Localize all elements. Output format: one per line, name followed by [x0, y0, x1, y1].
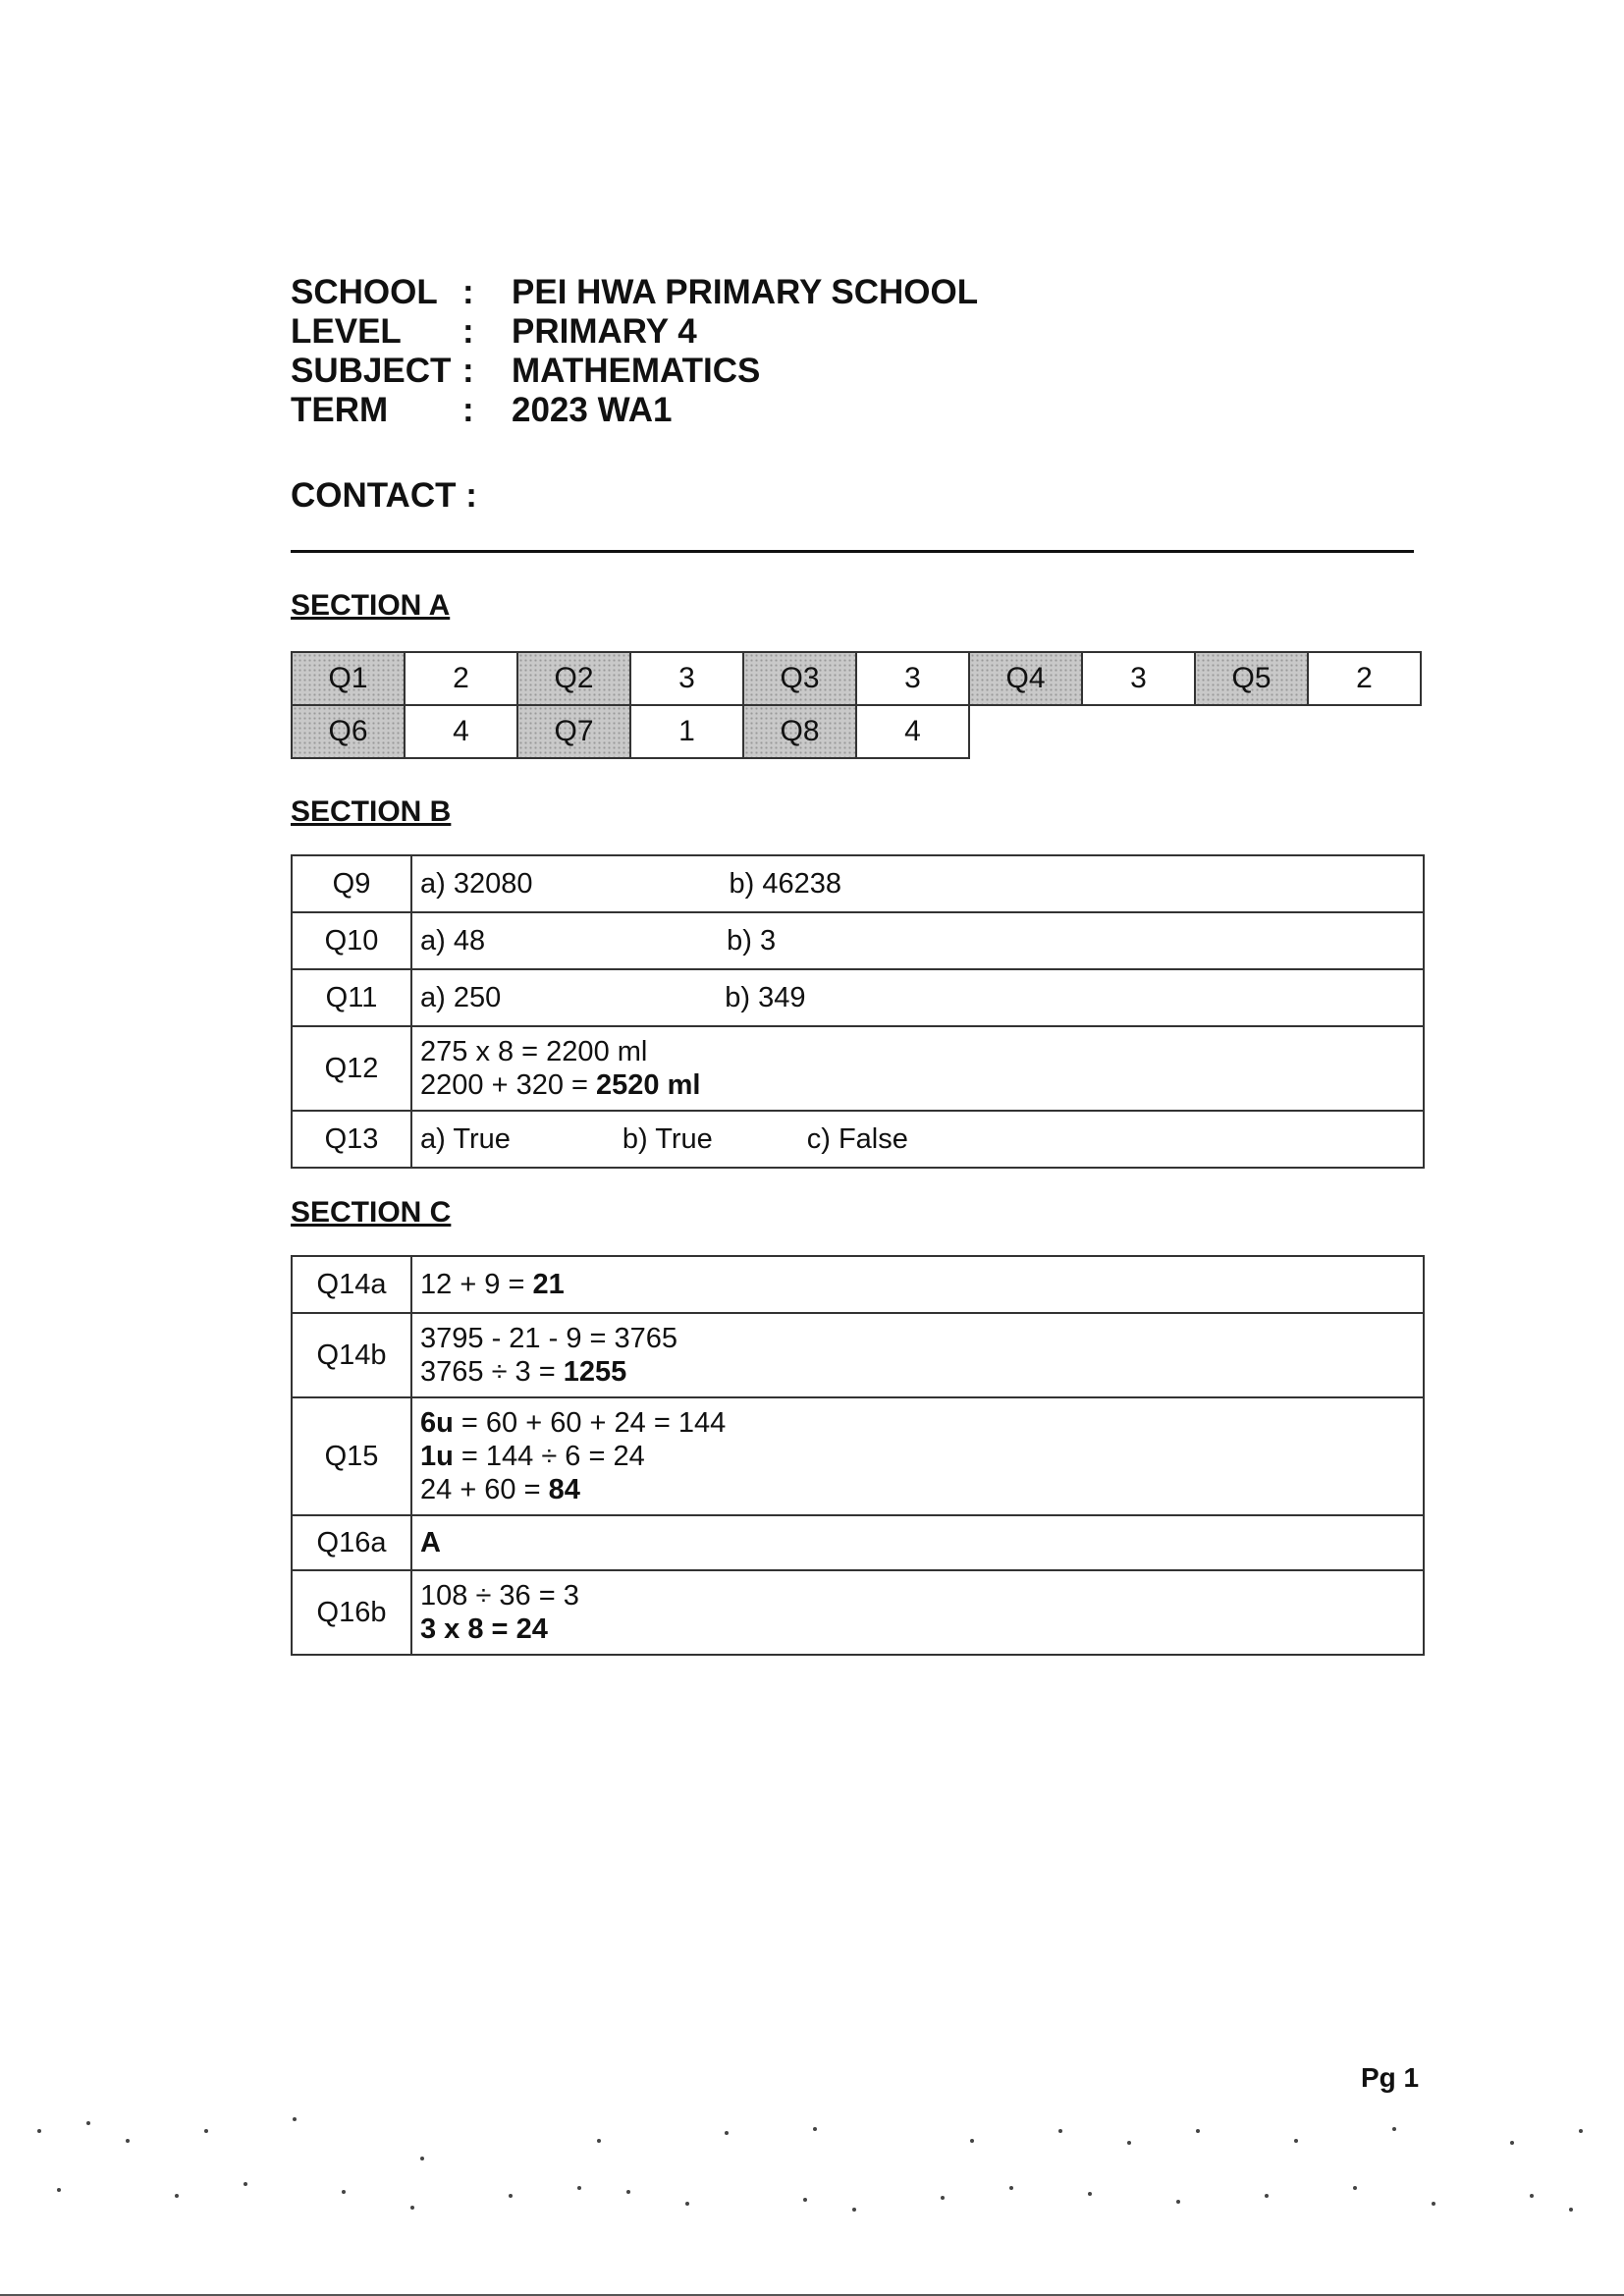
table-row [292, 1570, 1424, 1655]
header-divider [291, 550, 1414, 553]
table-row [292, 1111, 1424, 1168]
working-line [420, 1068, 1415, 1102]
page-number: Pg 1 [1361, 2062, 1420, 2093]
answer-cell [411, 1256, 1424, 1313]
answer-part-a: a) 250 [420, 982, 502, 1013]
empty-cell [1308, 705, 1421, 758]
contact-label: CONTACT : [291, 476, 477, 515]
working-text: 2200 + 320 = [420, 1069, 596, 1101]
level-value: PRIMARY 4 [512, 312, 697, 351]
document-header [291, 273, 978, 430]
answer-cell [411, 855, 1424, 912]
empty-cell [1082, 705, 1195, 758]
section-c-title: SECTION C [291, 1196, 452, 1229]
question-label: Q2 [517, 652, 630, 705]
question-label: Q9 [292, 855, 411, 912]
question-label: Q3 [743, 652, 856, 705]
school-colon: : [462, 273, 474, 311]
section-b-table [291, 854, 1425, 1169]
working-text: = 60 + 60 + 24 = 144 [453, 1407, 727, 1439]
final-answer: 1255 [563, 1356, 627, 1388]
answer-part-a: a) 32080 [420, 868, 533, 900]
table-row [292, 1026, 1424, 1111]
answer-cell [411, 969, 1424, 1026]
section-a-table [291, 651, 1422, 759]
question-label: Q11 [292, 969, 411, 1026]
answer-cell [411, 912, 1424, 969]
table-row [292, 1397, 1424, 1515]
term-value: 2023 WA1 [512, 391, 673, 429]
answer-part-c: c) False [806, 1123, 908, 1155]
answer-cell: 4 [405, 705, 517, 758]
final-answer: 84 [548, 1474, 580, 1505]
question-label: Q13 [292, 1111, 411, 1168]
question-label: Q1 [292, 652, 405, 705]
school-label: SCHOOL [291, 273, 438, 311]
working-text: 3765 ÷ 3 = [420, 1356, 564, 1388]
working-text: 12 + 9 = [420, 1269, 533, 1300]
answer-cell [411, 1397, 1424, 1515]
subject-colon: : [462, 352, 474, 390]
working-line [420, 1473, 1415, 1506]
answer-cell [411, 1570, 1424, 1655]
question-label: Q6 [292, 705, 405, 758]
table-row [292, 705, 1421, 758]
table-row [292, 1256, 1424, 1313]
header-row-level [291, 312, 978, 352]
answer-part-b: b) 3 [727, 925, 777, 957]
working-text: 3 x 8 = [420, 1613, 516, 1645]
answer-cell: 1 [630, 705, 743, 758]
header-row-term [291, 391, 978, 430]
question-label: Q12 [292, 1026, 411, 1111]
answer-part-b: b) 349 [725, 982, 806, 1013]
final-answer: A [420, 1527, 441, 1558]
working-text: 24 + 60 = [420, 1474, 549, 1505]
question-label: Q15 [292, 1397, 411, 1515]
working-text: = 144 ÷ 6 = 24 [453, 1441, 645, 1472]
level-colon: : [462, 312, 474, 351]
level-label: LEVEL [291, 312, 402, 351]
final-answer: 24 [515, 1613, 548, 1645]
working-line [420, 1406, 1415, 1440]
answer-part-a: a) True [420, 1123, 511, 1155]
empty-cell [969, 705, 1082, 758]
table-row [292, 912, 1424, 969]
answer-cell [411, 1313, 1424, 1397]
section-a-title: SECTION A [291, 589, 451, 622]
answer-cell: 4 [856, 705, 969, 758]
working-line: 275 x 8 = 2200 ml [420, 1036, 648, 1067]
subject-label: SUBJECT [291, 352, 452, 390]
unit-label: 6u [420, 1407, 454, 1439]
question-label: Q7 [517, 705, 630, 758]
question-label: Q4 [969, 652, 1082, 705]
working-line: 3795 - 21 - 9 = 3765 [420, 1323, 678, 1354]
answer-cell: 2 [405, 652, 517, 705]
working-line [420, 1440, 1415, 1473]
answer-part-b: b) 46238 [729, 868, 841, 900]
unit-label: 1u [420, 1441, 454, 1472]
table-row [292, 652, 1421, 705]
question-label: Q5 [1195, 652, 1308, 705]
answer-cell [411, 1026, 1424, 1111]
question-label: Q8 [743, 705, 856, 758]
answer-cell [411, 1515, 1424, 1570]
working-line [420, 1613, 1415, 1646]
term-colon: : [462, 391, 474, 429]
section-b-title: SECTION B [291, 795, 452, 828]
question-label: Q14b [292, 1313, 411, 1397]
final-answer: 21 [532, 1269, 565, 1300]
table-row [292, 1313, 1424, 1397]
question-label: Q10 [292, 912, 411, 969]
header-row-subject [291, 352, 978, 391]
answer-cell: 3 [856, 652, 969, 705]
working-line [420, 1355, 1415, 1389]
school-value: PEI HWA PRIMARY SCHOOL [512, 273, 979, 311]
table-row [292, 969, 1424, 1026]
question-label: Q16a [292, 1515, 411, 1570]
section-c-table [291, 1255, 1425, 1656]
final-answer: 2520 ml [596, 1069, 701, 1101]
term-label: TERM [291, 391, 389, 429]
table-row [292, 1515, 1424, 1570]
answer-cell: 3 [630, 652, 743, 705]
empty-cell [1195, 705, 1308, 758]
table-row [292, 855, 1424, 912]
answer-cell: 3 [1082, 652, 1195, 705]
working-line: 108 ÷ 36 = 3 [420, 1580, 579, 1612]
subject-value: MATHEMATICS [512, 352, 761, 390]
scan-noise-dots [0, 2102, 1624, 2239]
answer-cell: 2 [1308, 652, 1421, 705]
header-row-school [291, 273, 978, 312]
question-label: Q14a [292, 1256, 411, 1313]
answer-part-b: b) True [622, 1123, 713, 1155]
answer-part-a: a) 48 [420, 925, 486, 957]
answer-cell [411, 1111, 1424, 1168]
question-label: Q16b [292, 1570, 411, 1655]
